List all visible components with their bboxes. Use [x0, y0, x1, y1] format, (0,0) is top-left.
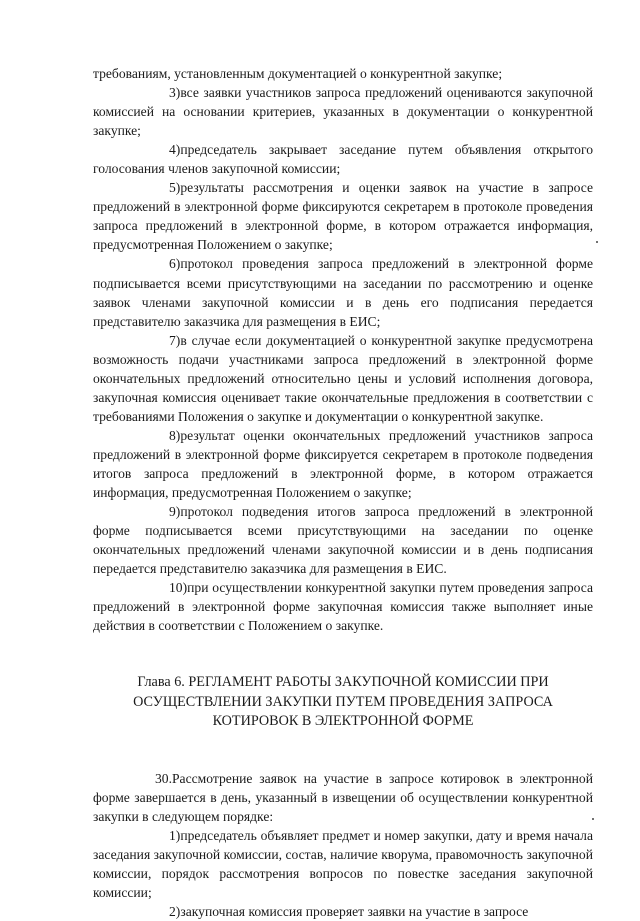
paragraph-text: результат оценки окончательных предложений участников запроса предложений в электронной форме фиксируется секретарем в протоколе подведения итогов запроса предложений в электронной форме, в котором отражается информация, предусмотренная Положением о закупке; — [93, 427, 593, 501]
list-number: 8) — [169, 427, 181, 443]
chapter-heading-line: Глава 6. РЕГЛАМЕНТ РАБОТЫ ЗАКУПОЧНОЙ КОМИССИИ ПРИ — [137, 674, 549, 691]
paragraph-text: председатель закрывает заседание путем объявления открытого голосования членов закупочной комиссии; — [93, 142, 593, 177]
list-item-8 — [93, 426, 593, 502]
list-number: 7) — [169, 332, 181, 348]
list-item-10 — [93, 578, 593, 635]
section-number: 30. — [155, 770, 172, 786]
list-item-1 — [93, 826, 593, 902]
paragraph-text: при осуществлении конкурентной закупки путем проведения запроса предложений в электронной форме закупочная комиссия также выполняет иные действия в соответствии с Положением о закупке. — [93, 580, 593, 634]
list-item-6 — [93, 254, 593, 330]
paragraph-text: Рассмотрение заявок на участие в запросе котировок в электронной форме завершается в день, указанный в извещении об осуществлении конкурентной закупки в следующем порядке: — [93, 770, 593, 824]
list-number: 3) — [169, 85, 181, 101]
document-body — [93, 64, 593, 921]
list-number: 4) — [169, 142, 181, 158]
paragraph-text: все заявки участников запроса предложений оцениваются закупочной комиссией на основании критериев, указанных в документации о конкурентной закупке; — [93, 85, 593, 139]
paragraph-text: протокол проведения запроса предложений в электронной форме подписывается всеми присутствующими на заседании по рассмотрению и оценке заявок членами закупочной комиссии и в день его подписания передается представителю заказчика для размещения в ЕИС; — [93, 256, 593, 329]
list-number: 6) — [169, 256, 181, 272]
list-item-9 — [93, 502, 593, 578]
list-number: 1) — [169, 828, 181, 844]
list-number: 2) — [169, 904, 181, 920]
section-30 — [93, 769, 593, 826]
paragraph-text: председатель объявляет предмет и номер закупки, дату и время начала заседания закупочной комиссии, состав, наличие кворума, правомочность закупочной комиссии, порядок рассмотрения вопросов по повестке заседания закупочной комиссии; — [93, 828, 593, 901]
list-number: 10) — [169, 580, 188, 596]
paragraph-text: в случае если документацией о конкурентной закупке предусмотрена возможность подачи участниками запроса предложений в электронной форме окончательных предложений относительно цены и условий исполнения договора, закупочная комиссия оценивает такие окончательные предложения в соответствии с требованиями Положения о закупке и документации о конкурентной закупке. — [93, 332, 593, 424]
list-item-3 — [93, 83, 593, 140]
paragraph-text: протокол подведения итогов запроса предложений в электронной форме подписывается всеми присутствующими на заседании по оценке окончательных предложений членами закупочной комиссии и в день подписания передается представителю заказчика для размещения в ЕИС. — [93, 504, 593, 577]
paragraph-text: результаты рассмотрения и оценки заявок на участие в запросе предложений в электронной форме фиксируются секретарем в протоколе проведения запроса предложений в электронной форме, в котором отражается информация, предусмотренная Положением о закупке; — [93, 180, 593, 253]
scan-speck — [592, 818, 594, 820]
paragraph-text: закупочная комиссия проверяет заявки на участие в запросе — [180, 904, 529, 920]
paragraph-continuation — [93, 64, 593, 83]
list-number: 9) — [169, 504, 181, 520]
scan-speck — [596, 241, 598, 243]
list-item-4 — [93, 140, 593, 178]
chapter-heading — [93, 673, 593, 732]
chapter-heading-line: ОСУЩЕСТВЛЕНИИ ЗАКУПКИ ПУТЕМ ПРОВЕДЕНИЯ ЗАПРОСА — [133, 693, 553, 710]
chapter-heading-line: КОТИРОВОК В ЭЛЕКТРОННОЙ ФОРМЕ — [212, 713, 474, 730]
list-item-7 — [93, 331, 593, 426]
list-item-2 — [93, 902, 593, 921]
paragraph-text: требованиям, установленным документацией о конкурентной закупке; — [93, 66, 503, 81]
list-item-5 — [93, 178, 593, 254]
list-number: 5) — [169, 180, 181, 196]
